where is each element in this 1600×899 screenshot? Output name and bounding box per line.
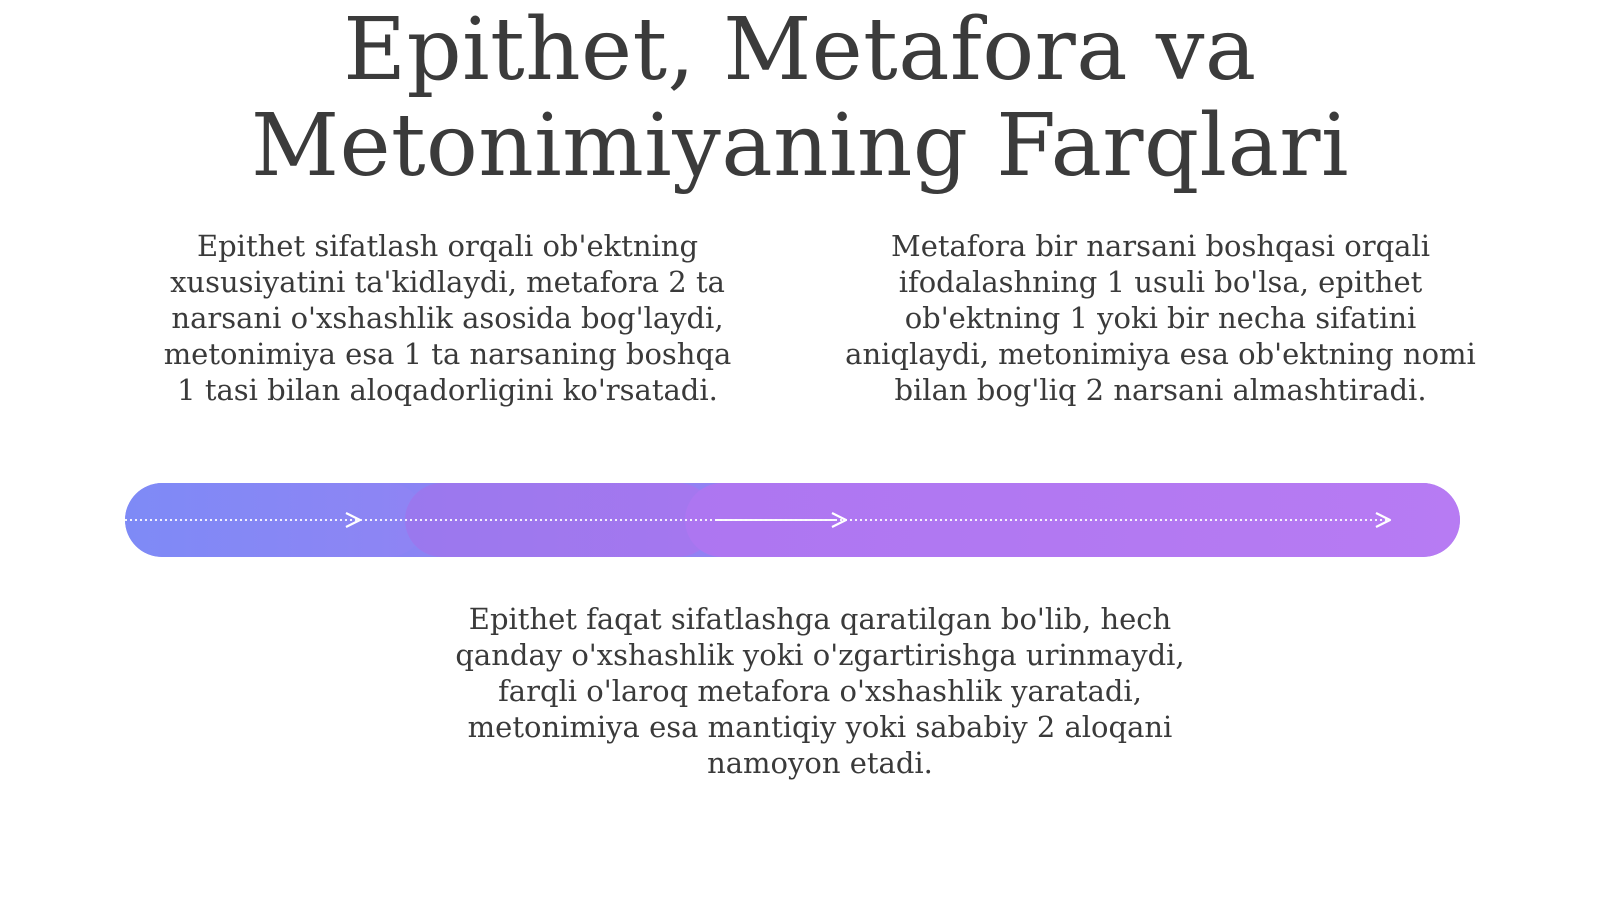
arrow-right-icon xyxy=(1376,513,1390,527)
paragraph-bottom: Epithet faqat sifatlashga qaratilgan bo'lib, hech qanday o'xshashlik yoki o'zgartirishga urinmaydi, farqli o'laroq metafora o'xshashlik yaratadi, metonimiya esa mantiqiy yoki sababiy 2 aloqani namoyon etadi. xyxy=(455,602,1185,780)
timeline-bar xyxy=(125,483,1460,557)
arrow-right-icon xyxy=(346,513,360,527)
page-title: Epithet, Metafora va Metonimiyaning Farqlari xyxy=(251,0,1349,196)
paragraph-left: Epithet sifatlash orqali ob'ektning xususiyatini ta'kidlaydi, metafora 2 ta narsani o'xshashlik asosida bog'laydi, metonimiya esa 1 ta narsaning boshqa 1 tasi bilan aloqadorligini ko'rsatadi. xyxy=(163,229,732,407)
timeline-track xyxy=(125,483,1460,557)
paragraph-right: Metafora bir narsani boshqasi orqali ifodalashning 1 usuli bo'lsa, epithet ob'ektning 1 yoki bir necha sifatini aniqlaydi, metonimiya esa ob'ektning nomi bilan bog'liq 2 narsani almashtiradi. xyxy=(845,229,1476,407)
